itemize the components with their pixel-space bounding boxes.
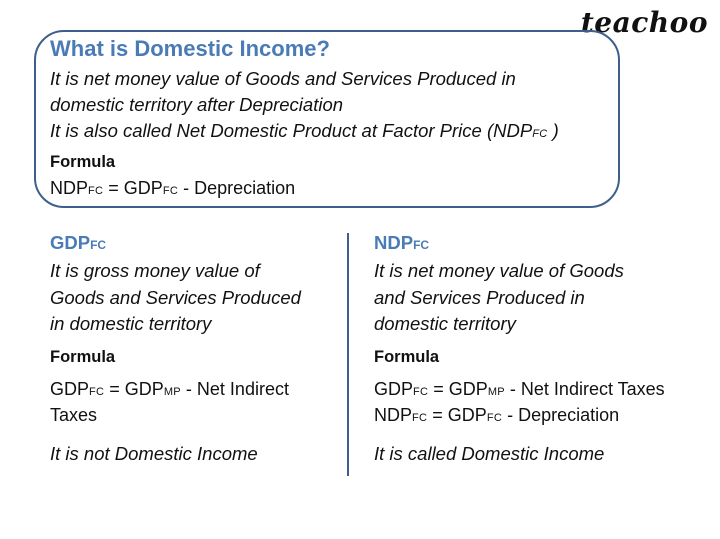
definition-line-3: [50, 120, 559, 142]
formula-subscript: FC: [162, 185, 179, 197]
formula-term: GDP: [374, 379, 414, 399]
formula-term: - Depreciation: [178, 178, 296, 198]
ndp-desc-line-1: It is net money value of Goods: [374, 260, 624, 281]
ndp-note: It is called Domestic Income: [374, 443, 605, 464]
definition-line-1: It is net money value of Goods and Services Produced in: [50, 68, 516, 89]
formula-term: - Net Indirect Taxes: [504, 379, 665, 399]
heading-text: GDP: [50, 232, 91, 253]
gdp-desc-line-2: Goods and Services Produced: [50, 287, 301, 308]
formula-term: - Depreciation: [502, 405, 620, 425]
gdp-desc-line-3: in domestic territory: [50, 313, 212, 334]
formula-subscript: MP: [163, 386, 181, 398]
formula-term: = GDP: [104, 379, 164, 399]
box-formula-label: Formula: [50, 153, 116, 171]
heading-text: NDP: [374, 232, 414, 253]
formula-term: = GDP: [427, 405, 487, 425]
gdp-fc-heading: [50, 232, 106, 254]
formula-term: = GDP: [103, 178, 163, 198]
gdp-formula: [50, 379, 289, 400]
fc-subscript: FC: [532, 128, 548, 140]
formula-term: GDP: [50, 379, 90, 399]
heading-subscript: FC: [90, 238, 107, 252]
definition-line-2: domestic territory after Depreciation: [50, 94, 344, 115]
formula-subscript: FC: [88, 185, 104, 197]
gdp-formula-label: Formula: [50, 348, 116, 366]
ndp-desc-line-2: and Services Produced in: [374, 287, 585, 308]
formula-subscript: MP: [487, 386, 505, 398]
formula-term: = GDP: [428, 379, 488, 399]
column-divider: [347, 233, 349, 476]
ndp-formula-2: [374, 405, 619, 426]
heading-subscript: FC: [413, 238, 430, 252]
formula-subscript: FC: [486, 412, 503, 424]
formula-term: NDP: [374, 405, 413, 425]
formula-subscript: FC: [89, 386, 105, 398]
ndp-desc-line-3: domestic territory: [374, 313, 516, 334]
ndp-formula-1: [374, 379, 665, 400]
formula-term: - Net Indirect: [180, 379, 289, 399]
formula-subscript: FC: [412, 412, 428, 424]
ndp-formula-label: Formula: [374, 348, 440, 366]
formula-term: NDP: [50, 178, 89, 198]
box-formula: [50, 178, 295, 199]
definition-line-3-end: ): [547, 120, 559, 141]
page-title: What is Domestic Income?: [50, 36, 330, 61]
teachoo-logo: teachoo: [580, 6, 708, 39]
gdp-formula-continuation: Taxes: [50, 405, 98, 425]
ndp-fc-heading: [374, 232, 429, 254]
gdp-desc-line-1: It is gross money value of: [50, 260, 260, 281]
gdp-note: It is not Domestic Income: [50, 443, 258, 464]
definition-line-3-text: It is also called Net Domestic Product at Factor Price (NDP: [50, 120, 533, 141]
formula-subscript: FC: [413, 386, 429, 398]
